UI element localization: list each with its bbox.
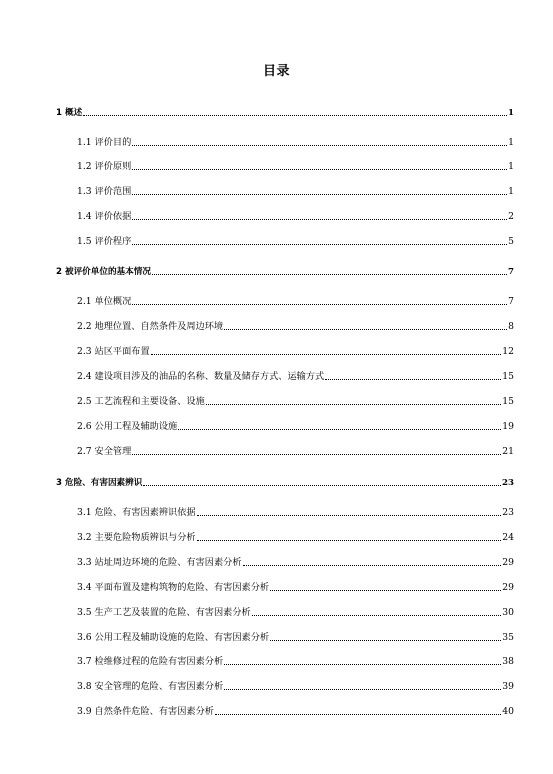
toc-entry-label: 3 危险、有害因素辨识 [56, 478, 143, 488]
toc-chapter-entry[interactable] [56, 107, 514, 119]
toc-section-entry[interactable] [77, 161, 514, 173]
toc-page-number: 29 [502, 557, 514, 568]
dot-leader [132, 453, 501, 455]
toc-section-entry[interactable] [77, 211, 514, 223]
toc-section-entry[interactable] [77, 396, 514, 408]
toc-entry-label: 3.6 公用工程及辅助设施的危险、有害因素分析 [77, 632, 270, 643]
toc-page-number: 35 [502, 632, 514, 643]
toc-section-entry[interactable] [77, 371, 514, 383]
toc-section-entry[interactable] [77, 681, 514, 693]
toc-entry-label: 1.3 评价范围 [77, 186, 132, 197]
toc-section-entry[interactable] [77, 582, 514, 594]
toc-page-number: 30 [502, 607, 514, 618]
dot-leader [132, 218, 507, 220]
toc-page-number: 15 [502, 396, 514, 407]
toc-section-entry[interactable] [77, 507, 514, 519]
dot-leader [270, 589, 501, 591]
toc-page-number: 24 [502, 532, 514, 543]
toc-entry-label: 2.1 单位概况 [77, 296, 132, 307]
dot-leader [224, 663, 501, 665]
dot-leader [132, 168, 507, 170]
toc-section-entry[interactable] [77, 632, 514, 644]
dot-leader [206, 403, 502, 405]
toc-chapter-entry[interactable] [56, 266, 514, 278]
dot-leader [152, 273, 507, 275]
dot-leader [252, 614, 502, 616]
toc-entry-label: 1.2 评价原则 [77, 161, 132, 172]
toc-entry-label: 2.4 建设项目涉及的油品的名称、数量及储存方式、运输方式 [77, 371, 325, 382]
toc-entry-label: 3.8 安全管理的危险、有害因素分析 [77, 681, 224, 692]
toc-section-entry[interactable] [77, 607, 514, 619]
toc-entry-label: 3.7 检维修过程的危险有害因素分析 [77, 656, 224, 667]
dot-leader [132, 193, 507, 195]
dot-leader [143, 484, 501, 486]
toc-section-entry[interactable] [77, 236, 514, 248]
toc-page-number: 1 [508, 161, 514, 172]
toc-entry-label: 3.1 危险、有害因素辨识依据 [77, 507, 196, 518]
toc-entry-label: 3.5 生产工艺及装置的危险、有害因素分析 [77, 607, 251, 618]
toc-section-entry[interactable] [77, 321, 514, 333]
toc-page-number: 38 [502, 656, 514, 667]
toc-page-number: 7 [508, 296, 514, 307]
dot-leader [197, 539, 502, 541]
toc-page-number: 23 [502, 478, 514, 488]
toc-page-number: 1 [508, 186, 514, 197]
dot-leader [197, 514, 502, 516]
dot-leader [224, 688, 501, 690]
toc-entry-label: 2.5 工艺流程和主要设备、设施 [77, 396, 205, 407]
dot-leader [151, 353, 502, 355]
toc-section-entry[interactable] [77, 446, 514, 458]
dot-leader [83, 114, 507, 116]
toc-page-number: 7 [508, 267, 514, 277]
toc-entry-label: 1.1 评价目的 [77, 137, 132, 148]
toc-entry-label: 2.6 公用工程及辅助设施 [77, 421, 178, 432]
toc-page-number: 29 [502, 582, 514, 593]
toc-section-entry[interactable] [77, 421, 514, 433]
toc-page-number: 40 [502, 706, 514, 717]
dot-leader [132, 303, 507, 305]
dot-leader [325, 378, 501, 380]
toc-page-number: 19 [502, 421, 514, 432]
toc-entry-label: 1.4 评价依据 [77, 211, 132, 222]
toc-entry-label: 2 被评价单位的基本情况 [56, 267, 151, 277]
toc-section-entry[interactable] [77, 296, 514, 308]
toc-page-number: 12 [502, 346, 514, 357]
toc-page-number: 5 [508, 236, 514, 247]
toc-section-entry[interactable] [77, 346, 514, 358]
toc-entry-label: 1 概述 [56, 108, 83, 118]
toc-page-number: 1 [508, 137, 514, 148]
dot-leader [270, 639, 501, 641]
toc-page-number: 23 [502, 507, 514, 518]
toc-chapter-entry[interactable] [56, 477, 514, 489]
toc-page-number: 8 [508, 321, 514, 332]
dot-leader [243, 564, 502, 566]
toc-section-entry[interactable] [77, 186, 514, 198]
dot-leader [224, 328, 507, 330]
toc-entry-label: 3.2 主要危险物质辨识与分析 [77, 532, 196, 543]
toc-page-number: 15 [502, 371, 514, 382]
toc-entry-label: 2.3 站区平面布置 [77, 346, 150, 357]
toc-page-number: 39 [502, 681, 514, 692]
toc-page-number: 2 [508, 211, 514, 222]
toc-entry-label: 3.3 站址周边环境的危险、有害因素分析 [77, 557, 242, 568]
dot-leader [132, 243, 507, 245]
toc-entry-label: 2.2 地理位置、自然条件及周边环境 [77, 321, 224, 332]
toc-entry-label: 2.7 安全管理 [77, 446, 132, 457]
toc-page-number: 21 [502, 446, 514, 457]
toc-title: 目录 [262, 64, 290, 79]
toc-entry-label: 1.5 评价程序 [77, 236, 132, 247]
toc-entry-label: 3.9 自然条件危险、有害因素分析 [77, 706, 214, 717]
toc-section-entry[interactable] [77, 706, 514, 718]
toc-section-entry[interactable] [77, 137, 514, 149]
toc-section-entry[interactable] [77, 656, 514, 668]
dot-leader [215, 713, 501, 715]
toc-entry-label: 3.4 平面布置及建构筑物的危险、有害因素分析 [77, 582, 270, 593]
toc-section-entry[interactable] [77, 532, 514, 544]
toc-section-entry[interactable] [77, 557, 514, 569]
toc-page-number: 1 [508, 108, 514, 118]
dot-leader [132, 144, 507, 146]
dot-leader [178, 428, 501, 430]
